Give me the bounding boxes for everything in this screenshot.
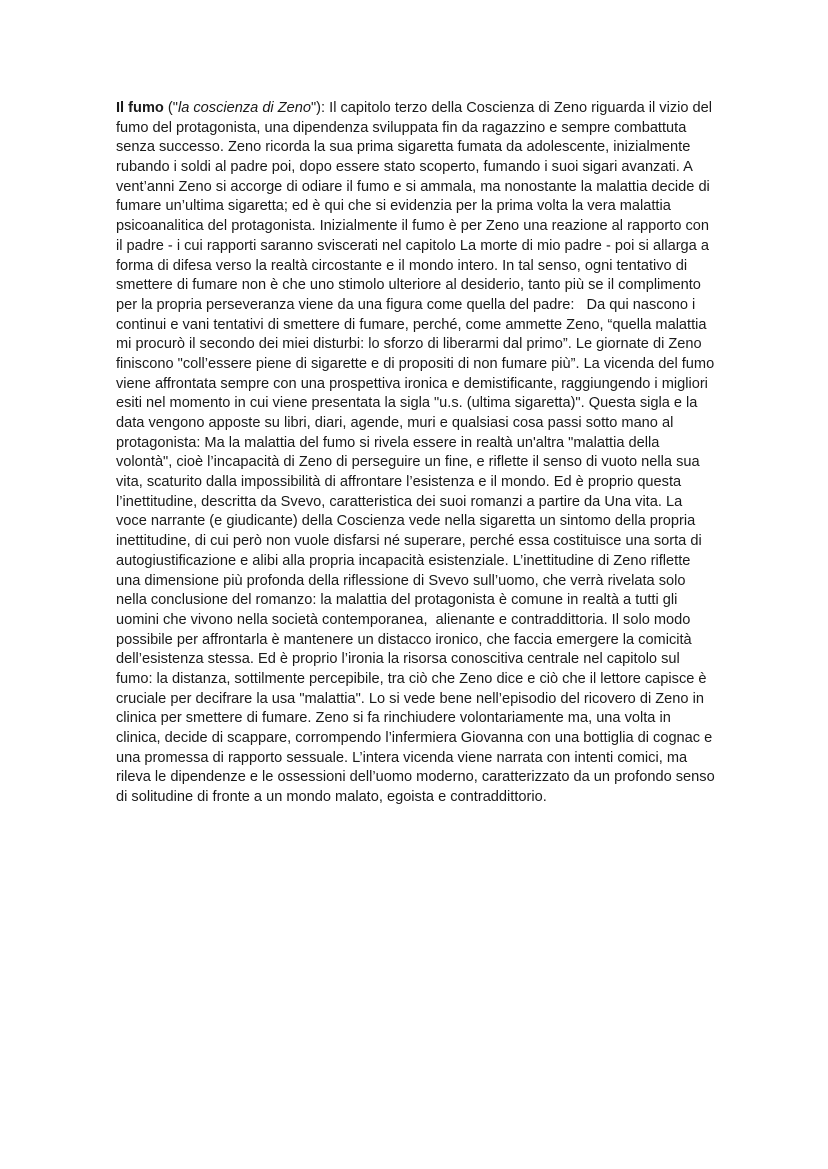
text-line: psicoanalitica del protagonista. Inizialmente il fumo è per Zeno una reazione al rapporto con	[116, 218, 710, 235]
text-line: l’inettitudine, descritta da Svevo, caratteristica dei suoi romanzi a partire da Una vita. La	[116, 493, 683, 510]
text-line: rileva le dipendenze e le ossessioni dell’uomo moderno, caratterizzato da un profondo senso	[116, 769, 715, 786]
first-line	[116, 99, 736, 119]
title-subtitle: la coscienza di Zeno	[177, 100, 311, 116]
text-line: uomini che vivono nella società contemporanea, alienante e contraddittoria. Il solo modo	[116, 611, 691, 628]
text-line: vita, scaturito dalla impossibilità di affrontare l’esistenza e il mondo. Ed è proprio questa	[116, 474, 682, 491]
title-open-quote: ("	[163, 100, 178, 116]
text-line: forma di difesa verso la realtà circostante e il mondo intero. In tal senso, ogni tentativo di	[116, 257, 688, 274]
text-line: finiscono "coll’essere piene di sigarette e di propositi di non fumare più”. La vicenda del fumo	[116, 355, 715, 372]
text-line: inettitudine, di cui però non vuole disfarsi né superare, perché essa costituisce una sorta di	[116, 533, 702, 550]
text-line: clinica, decide di scappare, corrompendo l’infermiera Giovanna con una bottiglia di cognac e	[116, 730, 713, 746]
text-line: smettere di fumare non è che uno stimolo ulteriore al desiderio, tanto più se il complimento	[116, 277, 701, 294]
text-line: cruciale per decifrare la usa "malattia". Lo si vede bene nell’episodio del ricovero di Zeno in	[116, 690, 704, 707]
text-line: il padre - i cui rapporti saranno sviscerati nel capitolo La morte di mio padre - poi si allarga a	[116, 237, 709, 254]
text-line: fumo del protagonista, una dipendenza sviluppata fin da ragazzino e sempre combattuta	[116, 119, 687, 136]
text-line: dell’esistenza stessa. Ed è proprio l’ironia la risorsa conoscitiva centrale nel capitolo sul	[116, 651, 680, 668]
text-line: una promessa di rapporto sessuale. L’intera vicenda viene narrata con intenti comici, ma	[116, 749, 688, 766]
text-line: vent’anni Zeno si accorge di odiare il fumo e si ammala, ma nonostante la malattia decide di	[116, 178, 710, 195]
text-line: mi procurò il secondo dei miei disturbi: lo sforzo di liberarmi dal primo”. Le giornate di Zeno	[116, 336, 702, 353]
text-line: autogiustificazione e alibi alla propria incapacità esistenziale. L’inettitudine di Zeno riflette	[116, 552, 691, 569]
text-line: data vengono apposte su libri, diari, agende, muri e qualsiasi cosa passi sotto mano al	[116, 415, 674, 431]
text-line: clinica per smettere di fumare. Zeno si fa rinchiudere volontariamente ma, una volta in	[116, 710, 671, 727]
text-line: possibile per affrontarla è mantenere un distacco ironico, che faccia emergere la comicità	[116, 631, 692, 648]
document-title: Il fumo	[116, 100, 164, 116]
text-line: viene affrontata sempre con una prospettiva ironica e demistificante, raggiungendo i migliori	[116, 375, 708, 392]
text-line: per la propria perseveranza viene da una figura come quella del padre: Da qui nascono i	[116, 296, 696, 313]
first-line-text: "): Il capitolo terzo della Coscienza di Zeno riguarda il vizio del	[311, 100, 713, 116]
text-line: volontà", cioè l’incapacità di Zeno di perseguire un fine, e riflette il senso di vuoto nella sua	[116, 454, 700, 471]
document-body	[116, 99, 736, 808]
text-line: voce narrante (e giudicante) della Coscienza vede nella sigaretta un sintomo della propria	[116, 513, 696, 530]
text-line: esiti nel momento in cui viene presentata la sigla "u.s. (ultima sigaretta)". Questa sigla e la	[116, 395, 698, 412]
text-line: senza successo. Zeno ricorda la sua prima sigaretta fumata da adolescente, inizialmente	[116, 139, 691, 156]
text-line: di solitudine di fronte a un mondo malato, egoista e contraddittorio.	[116, 789, 547, 806]
text-line: nella conclusione del romanzo: la malattia del protagonista è comune in realtà a tutti gli	[116, 592, 678, 609]
text-line: protagonista: Ma la malattia del fumo si rivela essere in realtà un'altra "malattia della	[116, 434, 660, 451]
text-line: fumare un’ultima sigaretta; ed è qui che si evidenzia per la prima volta la vera malattia	[116, 198, 671, 215]
text-line: fumo: la distanza, sottilmente percepibile, tra ciò che Zeno dice e ciò che il lettore capisce è	[116, 670, 707, 687]
text-line: rubando i soldi al padre poi, dopo essere stato scoperto, fumando i suoi sigari avanzati. A	[116, 159, 693, 176]
text-line: una dimensione più profonda della riflessione di Svevo sull’uomo, che verrà rivelata solo	[116, 572, 686, 589]
text-line: continui e vani tentativi di smettere di fumare, perché, come ammette Zeno, “quella malattia	[116, 316, 707, 333]
